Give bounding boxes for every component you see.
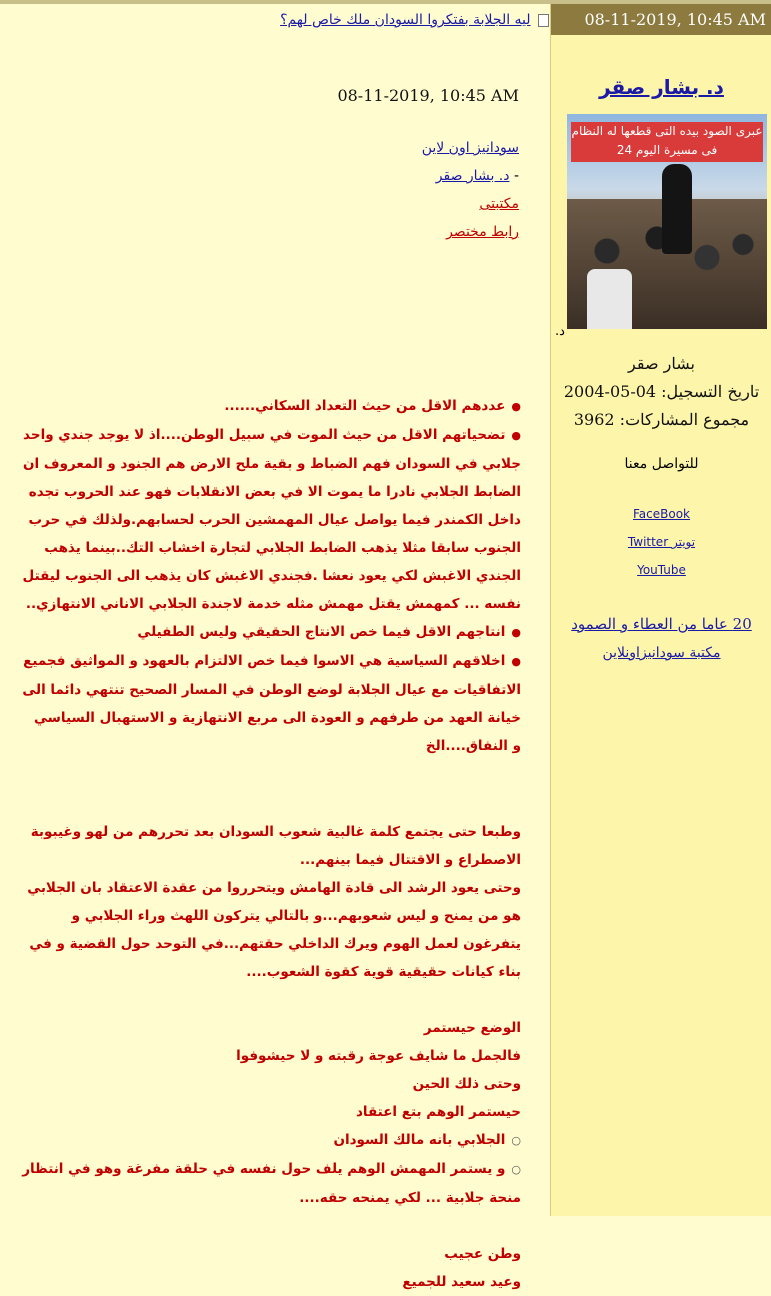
list-item: ● اخلاقهم السياسية هي الاسوا فيما خص الالتزام بالعهود و المواثيق فجميع الاتفاقيات مع عيال الجلابة لوضع الوطن في المسار الصحيح تنتهي دائما الى خيانة العهد من طرفهم و العودة الى مربع الانتهازية و الاستهبال السياسي و النفاق....الخ (21, 647, 521, 760)
list-item: ● عددهم الاقل من حيث التعداد السكاني...... (21, 392, 521, 421)
social-links (551, 500, 771, 584)
author-sidebar (550, 4, 771, 1216)
library-site-link[interactable]: مكتبة سودانيزاونلاين (602, 645, 721, 661)
site-links (551, 610, 771, 667)
anniversary-link[interactable]: 20 عاما من العطاء و الصمود (571, 615, 752, 633)
photo-caption: عبرى الصود بيده التى قطعها له النظام فى مسيرة اليوم 24 (571, 122, 763, 162)
paragraph: وطبعا حتى يجتمع كلمة غالبية شعوب السودان بعد تحررهم من لهو وغيبوبة الاصطراع و الاقتتال فيما بينهم... (30, 824, 521, 868)
list-item: ○ و يستمر المهمش الوهم يلف حول نفسه في حلقة مفرغة وهو في انتظار منحة جلابية ... لكي يمنحه حقه.... (21, 1155, 521, 1212)
author-plain-name: بشار صقر (628, 354, 695, 373)
thread-title-row (0, 12, 549, 28)
library-link[interactable]: مكتبتى (479, 196, 519, 212)
post-date: 08-11-2019, 10:45 AM (337, 86, 519, 105)
registration-date: تاريخ التسجيل: 04-05-2004 (563, 382, 760, 401)
thread-title-link[interactable]: ليه الجلابة بفتكروا السودان ملك خاص لهم؟ (280, 12, 531, 28)
text-line: فالجمل ما شايف عوجة رقبته و لا حيشوفوا (236, 1048, 521, 1064)
author-link[interactable]: د. بشار صقر (435, 168, 510, 184)
paragraph: وحتى يعود الرشد الى قادة الهامش ويتحرروا من عقدة الاعتقاد بان الجلابي هو من يمنح و ليس شعوبهم...و بالتالي يتركون اللهث وراء الجلابي و يتفرغون لعمل الهوم ويرك الداخلي حقتهم...في التوحد حول القضية و في بناء كيانات حقيقية قوية كقوة الشعوب.... (27, 880, 521, 980)
author-name (551, 75, 771, 99)
short-link[interactable]: رابط مختصر (446, 224, 519, 240)
photo-figure (662, 164, 692, 254)
twitter-link[interactable]: Twitter تويتر (627, 535, 696, 549)
post-body (21, 392, 521, 1296)
author-info (551, 350, 771, 434)
text-line: وحتى ذلك الحين (412, 1076, 521, 1092)
photo-label: .د (555, 324, 565, 339)
text-line: وعيد سعيد للجميع (402, 1274, 521, 1290)
meta-dash: - (513, 168, 519, 184)
post-meta (422, 134, 519, 246)
text-line: الوضع حيستمر (423, 1020, 521, 1036)
text-line: وطن عجيب (444, 1246, 521, 1262)
facebook-link[interactable]: FaceBook (633, 507, 690, 521)
date-header: 08-11-2019, 10:45 AM (551, 4, 771, 35)
contact-label: للتواصل معنا (624, 456, 699, 472)
document-icon (538, 14, 549, 27)
list-item: ○ الجلابي بانه مالك السودان (21, 1126, 521, 1155)
text-line: حيستمر الوهم بتع اعتقاد (355, 1104, 521, 1120)
post-main (0, 4, 549, 1290)
list-item: ● انتاجهم الاقل فيما خص الانتاج الحقيقي وليس الطفيلي (21, 618, 521, 647)
list-item: ● تضحياتهم الاقل من حيث الموت في سبيل الوطن....اذ لا يوجد جندي واحد جلابي في السودان فهم الضباط و بقية ملح الارض هم الجنود و المعروف ان الضابط الجلابي نادرا ما يموت الا في بعض الانقلابات فهو عند الحروب تجده داخل الكمندر فيما يواصل عيال المهمشين الحرب لحسابهم.ولذلك في حرب الجنوب سابقا مثلا يذهب الضابط الجلابي لتجارة اخشاب التك..بينما يذهب الجندي الاغبش لكي يعود نعشا .فجندي الاغبش كان يذهب الى الجنوب ليقتل نفسه ... كمهمش يقتل مهمش مثله خدمة لاجندة الجلابي الاناني الانتهازي.. (21, 421, 521, 618)
author-photo (567, 114, 767, 329)
site-link[interactable]: سودانيز اون لاين (421, 140, 519, 156)
youtube-link[interactable]: YouTube (637, 563, 686, 577)
photo-person (587, 269, 632, 329)
post-count: مجموع المشاركات: 3962 (573, 410, 750, 429)
author-profile-link[interactable]: د. بشار صقر (599, 75, 724, 99)
